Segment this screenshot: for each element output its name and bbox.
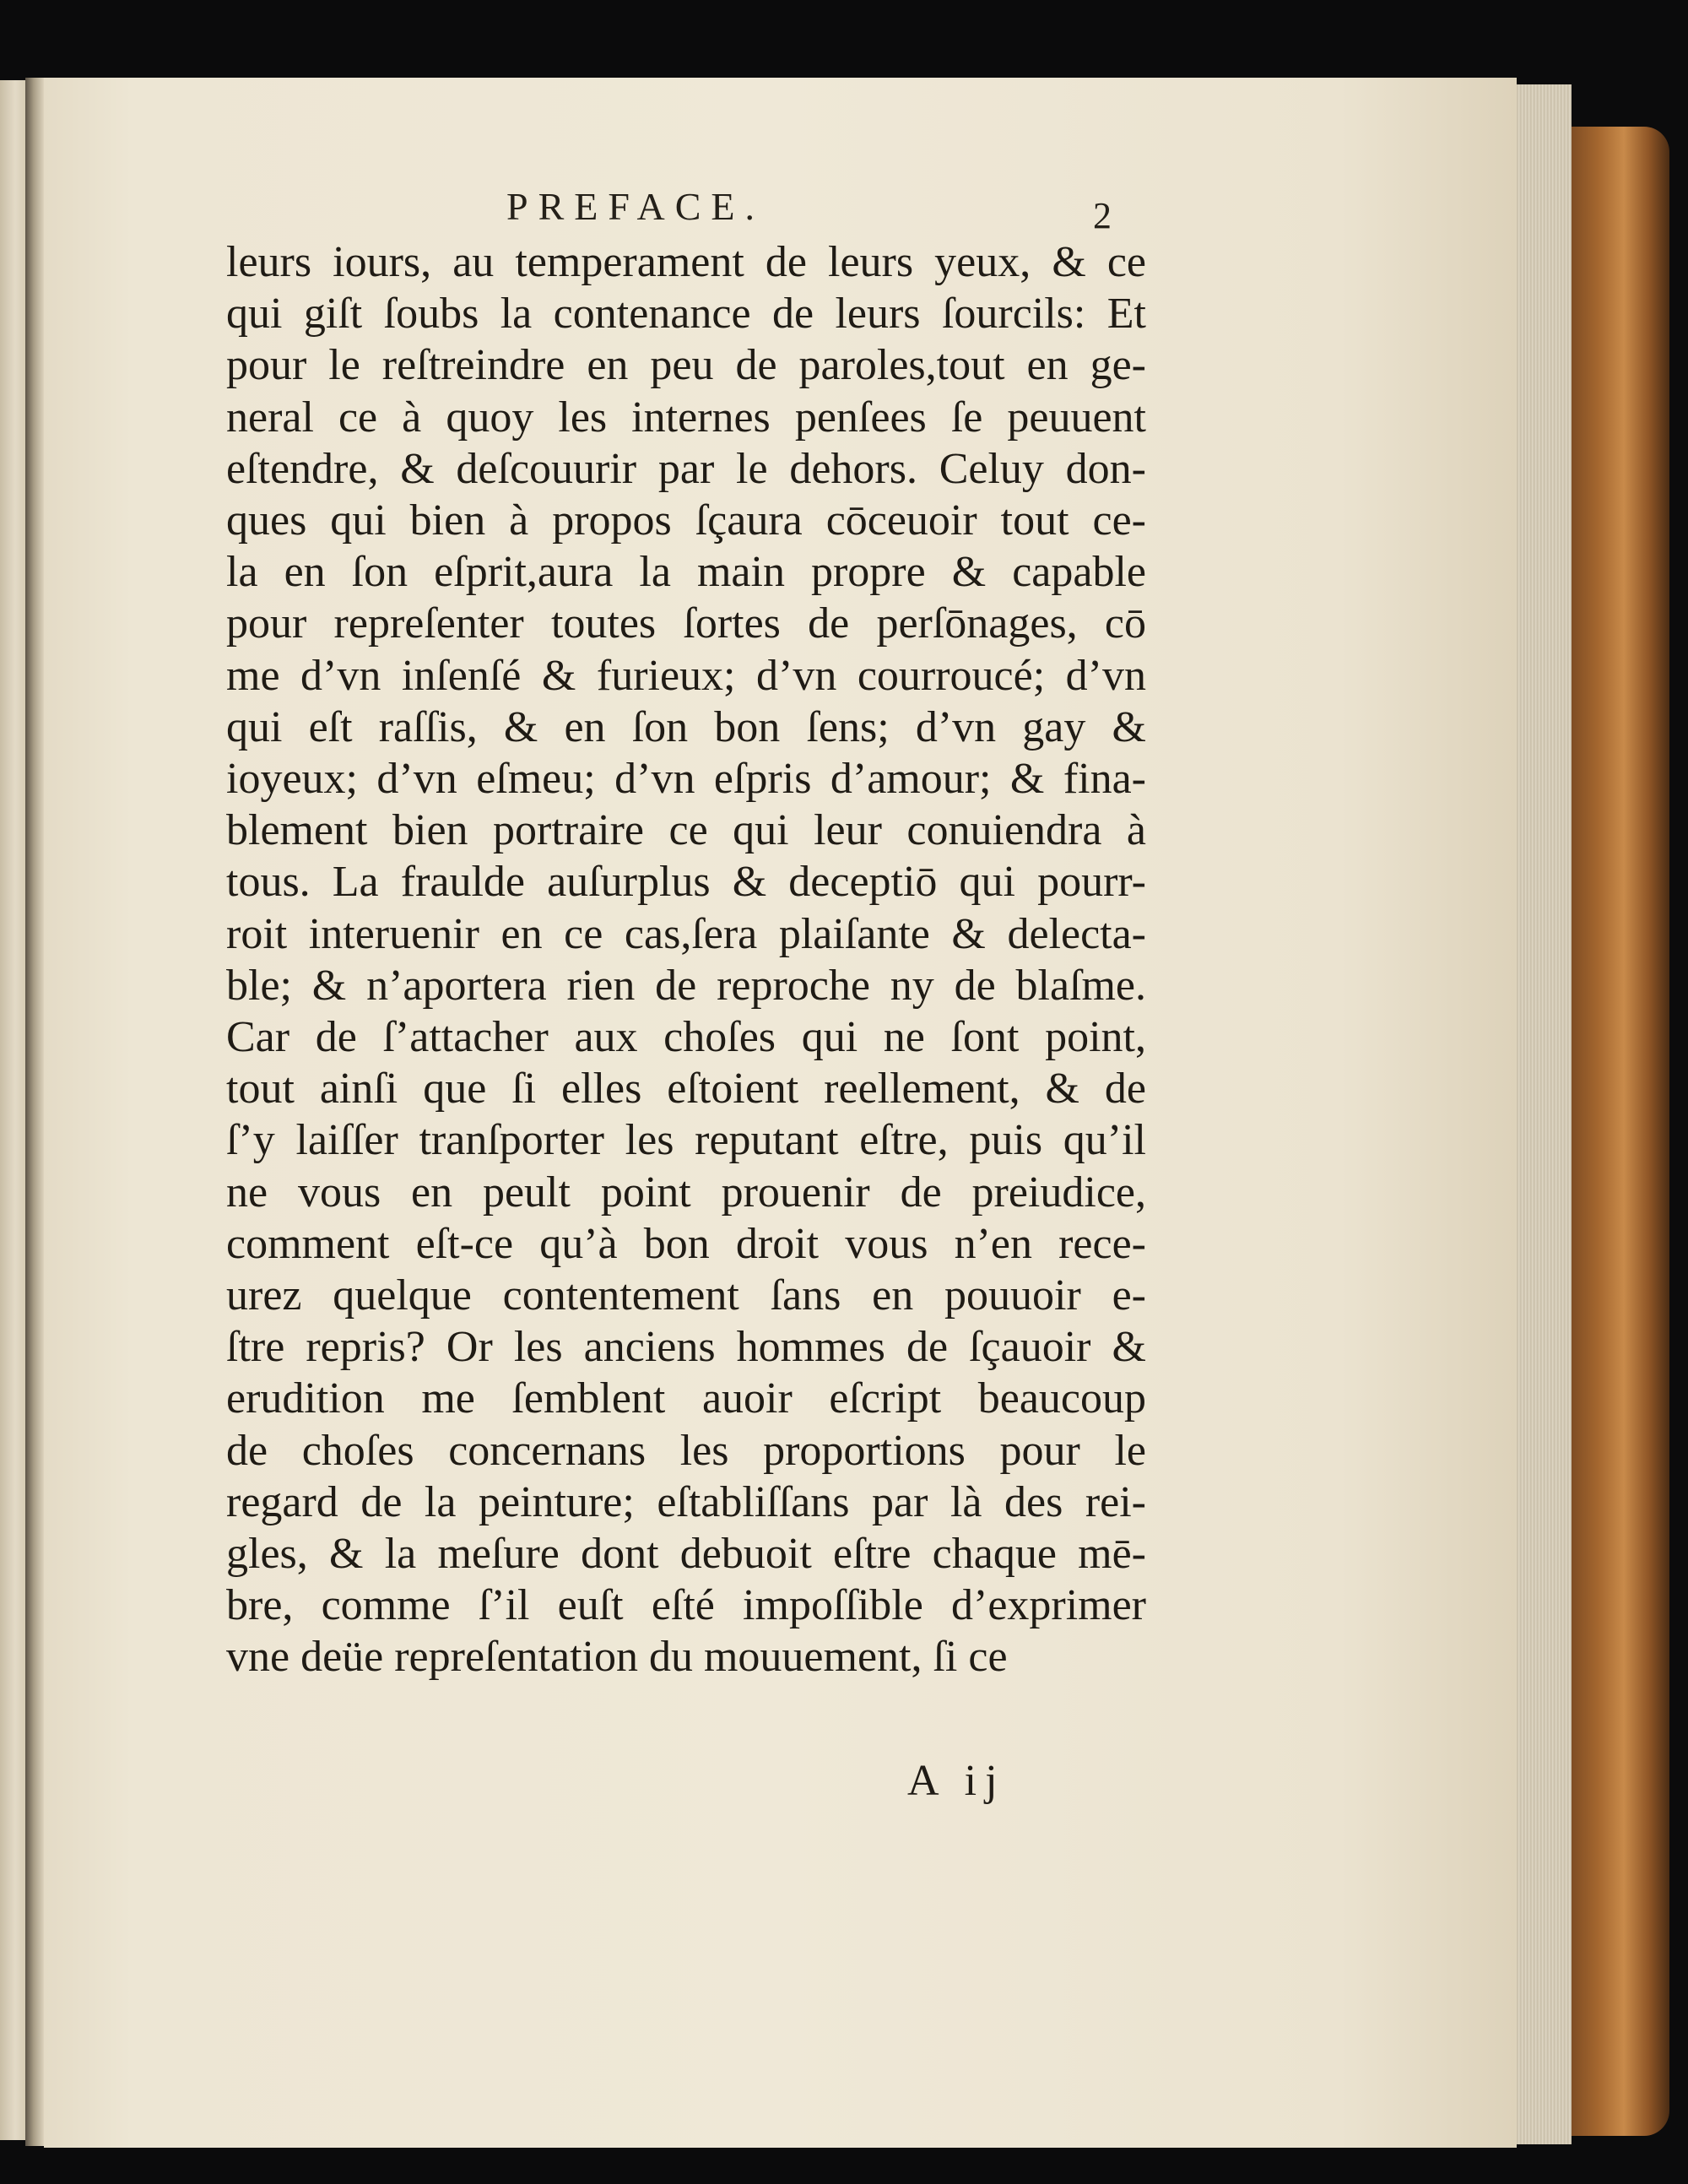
text-line: tous. La fraulde auſurplus & deceptiō qui pourr- bbox=[226, 858, 1146, 907]
leather-cover-edge bbox=[1568, 127, 1669, 2136]
text-line: la en ſon eſprit,aura la main propre & capable bbox=[226, 548, 1146, 597]
text-line: erudition me ſemblent auoir eſcript beaucoup bbox=[226, 1374, 1146, 1423]
text-line: pour repreſenter toutes ſortes de perſōnages, cō bbox=[226, 599, 1146, 648]
text-line: me d’vn inſenſé & furieux; d’vn courroucé; d’vn bbox=[226, 651, 1146, 700]
facing-page-edge bbox=[0, 80, 25, 2140]
text-line: urez quelque contentement ſans en pouuoir e- bbox=[226, 1271, 1146, 1320]
text-line: ne vous en peult point prouenir de preiudice, bbox=[226, 1168, 1146, 1217]
text-line: ſ’y laiſſer tranſporter les reputant eſtre, puis qu’il bbox=[226, 1116, 1146, 1165]
text-line: regard de la peinture; eſtabliſſans par là des rei- bbox=[226, 1477, 1146, 1526]
text-line: ble; & n’aportera rien de reproche ny de blaſme. bbox=[226, 961, 1146, 1010]
text-line: bre, comme ſ’il euſt eſté impoſſible d’exprimer bbox=[226, 1581, 1146, 1630]
text-line: Car de ſ’attacher aux choſes qui ne ſont point, bbox=[226, 1013, 1146, 1062]
text-line: ques qui bien à propos ſçaura cōceuoir tout ce- bbox=[226, 496, 1146, 545]
running-head: PREFACE. bbox=[506, 185, 766, 228]
page-number: 2 bbox=[1093, 195, 1112, 236]
text-line: leurs iours, au temperament de leurs yeux, & ce bbox=[226, 238, 1146, 286]
page-fore-edge bbox=[1511, 84, 1572, 2144]
signature-mark: A ij bbox=[907, 1757, 1006, 1805]
text-line: eſtendre, & deſcouurir par le dehors. Celuy don- bbox=[226, 444, 1146, 493]
text-line: tout ainſi que ſi elles eſtoient reellement, & de bbox=[226, 1065, 1146, 1114]
text-line: roit interuenir en ce cas,ſera plaiſante & delecta- bbox=[226, 909, 1146, 958]
text-line: neral ce à quoy les internes penſees ſe peuuent bbox=[226, 393, 1146, 442]
text-line: ioyeux; d’vn eſmeu; d’vn eſpris d’amour; & fina- bbox=[226, 755, 1146, 804]
body-text bbox=[226, 236, 1146, 1683]
text-line: blement bien portraire ce qui leur conuiendra à bbox=[226, 806, 1146, 855]
text-line: qui giſt ſoubs la contenance de leurs ſourcils: Et bbox=[226, 290, 1146, 339]
text-line: gles, & la meſure dont debuoit eſtre chaque mē- bbox=[226, 1530, 1146, 1579]
text-line: ſtre repris? Or les anciens hommes de ſçauoir & bbox=[226, 1323, 1146, 1372]
text-line: vne deüe repreſentation du mouuement, ſi ce bbox=[226, 1633, 1008, 1682]
text-line: de choſes concernans les proportions pour le bbox=[226, 1426, 1146, 1475]
text-line: qui eſt raſſis, & en ſon bon ſens; d’vn gay & bbox=[226, 702, 1146, 751]
text-line: comment eſt-ce qu’à bon droit vous n’en rece- bbox=[226, 1219, 1146, 1268]
text-line: pour le reſtreindre en peu de paroles,tout en ge- bbox=[226, 341, 1146, 390]
binding-gutter bbox=[25, 78, 44, 2146]
